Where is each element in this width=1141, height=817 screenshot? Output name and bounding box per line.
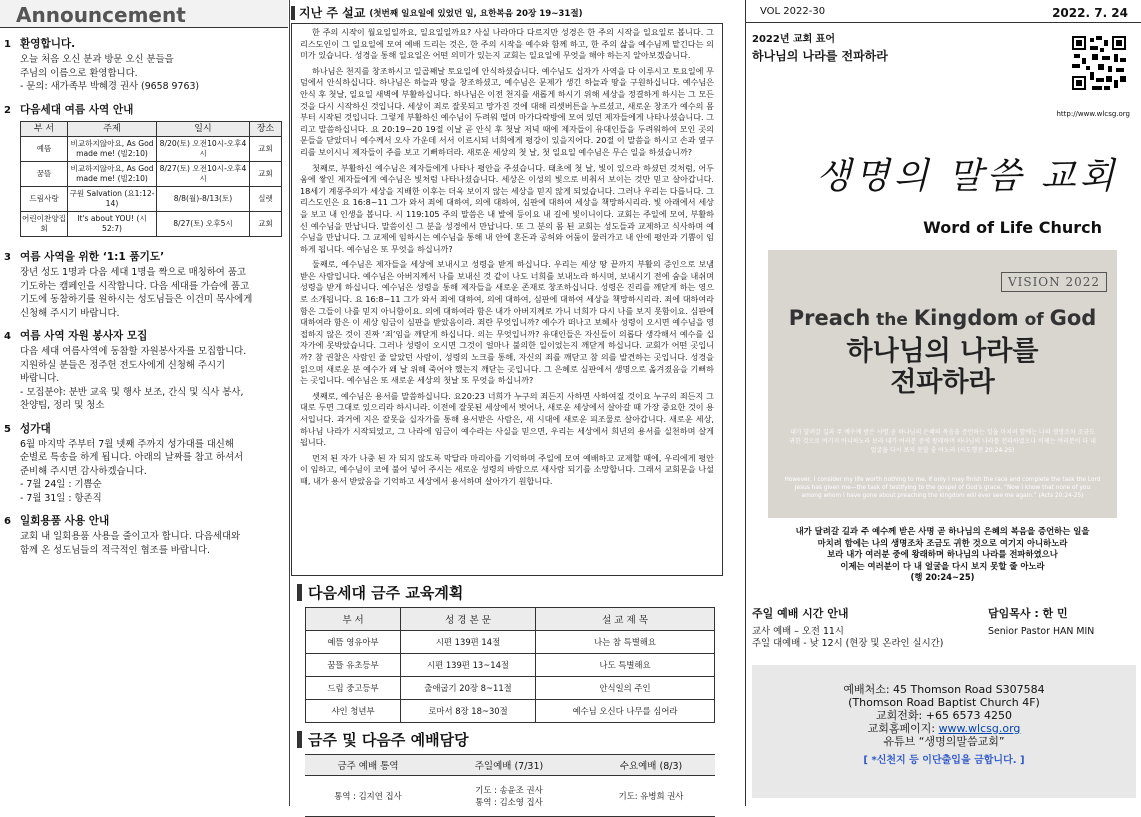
announcement-title: Announcement — [0, 0, 288, 28]
sermon-body — [291, 23, 723, 576]
announcement-column — [0, 0, 288, 806]
column-header: 일시 — [157, 122, 250, 137]
table-row — [306, 677, 715, 700]
column-divider — [289, 0, 290, 806]
info-line: (Thomson Road Baptist Church 4F) — [848, 696, 1040, 709]
info-line: 교회전화: +65 6573 4250 — [876, 709, 1012, 722]
section-marker — [291, 6, 295, 20]
vision-korean-line: 하나님의 나라를 — [846, 336, 1039, 367]
sermon-title: 지난 주 설교 — [299, 6, 366, 20]
item-line: - 7월 31일 : 항존직 — [20, 492, 102, 504]
table-cell: 시편 139편 13~14절 — [401, 654, 536, 677]
church-info-box — [752, 665, 1136, 798]
announcement-item — [0, 423, 288, 505]
sermon-column — [291, 0, 723, 806]
duty-table — [305, 754, 715, 817]
item-line: 주님의 이름으로 환영합니다. — [20, 67, 138, 79]
column-header: 금주 예배 통역 — [305, 755, 431, 776]
table-cell — [431, 776, 587, 817]
column-header: 수요예배 (8/3) — [587, 755, 715, 776]
announcement-item — [0, 104, 288, 237]
table-cell: 비교하지않아요, As God made me! (빌2:10) — [68, 162, 157, 187]
vision-korean-verse: 내가 달려갈 길과 주 예수께 받은 사명 곧 하나님의 은혜의 복음을 증언하는 일을 마치려 함에는 나의 생명조차 조금도 귀한 것으로 여기지 아니하노라 보라 내가 여러분 중에 왕래하며 하나님의 나라를 전파하였으나 이제는 여러분이 다 내 얼굴을 다시 보지 못할 줄 아노라 (사도행전 20:24-25) — [789, 429, 1096, 454]
column-header: 주제 — [68, 122, 157, 137]
table-cell: 8/27(토) 오후5시 — [157, 212, 250, 237]
item-line: 바랍니다. — [20, 373, 60, 385]
qr-code-icon[interactable] — [1070, 34, 1128, 92]
announcement-item — [0, 251, 288, 320]
summer-ministry-table — [20, 121, 282, 237]
preach-word: of — [1018, 310, 1050, 330]
verse-line: 이제는 여러분이 다 내 얼굴을 다시 보지 못할 줄 아노라 — [840, 560, 1045, 571]
column-header: 부 서 — [21, 122, 68, 137]
table-cell: 교회 — [250, 137, 282, 162]
vision-banner — [768, 250, 1117, 518]
item-number: 6 — [4, 515, 11, 527]
item-line: 기도에 동참하기를 원하시는 성도님들은 이건미 목사에게 — [20, 294, 253, 306]
table-row — [306, 700, 715, 723]
item-line: 장년 성도 1명과 다음 세대 1명을 짝으로 매칭하여 품고 — [20, 267, 246, 279]
vision-english-verse: However, I consider my life worth nothing to me, if only I may finish the race and complete the task the Lord Jesus has given me—the task of testifying to the gospel of God's grace. “Now I know that none of you among whom I have gone about preaching the kingdom will ever see me again.” (Acts 20:24-25) — [784, 477, 1101, 499]
table-cell: 예뜸 영유아부 — [306, 631, 401, 654]
homepage-link[interactable]: www.wlcsg.org — [938, 722, 1021, 735]
item-line: 기도하는 캠페인을 시작합니다. 다음 세대를 가슴에 품고 — [20, 280, 250, 292]
pastor-info — [988, 608, 1094, 638]
homepage-label: 교회홈페이지: — [867, 722, 939, 735]
qr-url: http://www.wlcsg.org — [1056, 110, 1130, 118]
table-row — [305, 776, 715, 817]
item-number: 3 — [4, 252, 11, 264]
homepage-line — [752, 722, 1136, 735]
item-heading: 다음세대 여름 사역 안내 — [20, 103, 134, 116]
info-line: 예배처소: 45 Thomson Road S307584 — [843, 683, 1045, 696]
youtube-line: 유튜브 “생명의말씀교회” — [883, 735, 1005, 748]
table-cell: 8/20(토) 오전10시-오후4시 — [157, 137, 250, 162]
verse-line: 보라 내가 여러분 중에 왕래하며 하나님의 나라를 전파하였으나 — [827, 549, 1058, 559]
item-number: 5 — [4, 423, 11, 435]
item-number: 4 — [4, 331, 11, 343]
table-cell: 어린이찬양집회 — [21, 212, 68, 237]
table-cell: 비교하지않아요, As God made me! (빌2:10) — [68, 137, 157, 162]
table-cell: 기도: 유병희 권사 — [587, 776, 715, 817]
item-heading: 여름 사역을 위한 ‘1:1 품기도’ — [20, 251, 165, 264]
table-cell: 8/27(토) 오전10시-오후4시 — [157, 162, 250, 187]
item-line: 신청해 주시기 바랍니다. — [20, 307, 120, 319]
item-line: 찬양팀, 정리 및 청소 — [20, 400, 105, 412]
bulletin-date: 2022. 7. 24 — [1052, 6, 1128, 20]
vision-english-title — [768, 306, 1117, 330]
item-line: 6월 마지막 주부터 7월 넷째 주까지 성가대를 대신해 — [20, 438, 234, 450]
vision-korean-line: 전파하라 — [890, 367, 995, 398]
column-header: 장소 — [250, 122, 282, 137]
item-line: - 문의: 새가족부 박혜경 권사 (9658 9763) — [20, 81, 200, 93]
table-row — [306, 654, 715, 677]
table-cell: 8/8(월)-8/13(토) — [157, 187, 250, 212]
preach-word: Kingdom — [913, 306, 1019, 330]
table-cell: 출애굽기 20장 8~11절 — [401, 677, 536, 700]
sermon-subtitle: (첫번째 일요일에 있었던 일, 요한복음 20장 19~31절) — [369, 8, 583, 19]
warning-notice: [ *신천지 등 이단출입을 금합니다. ] — [863, 755, 1025, 766]
cell-line: 기도 : 송윤조 권사 — [475, 785, 543, 795]
cell-line: 통역 : 김소영 집사 — [475, 797, 543, 807]
table-row — [306, 631, 715, 654]
volume-number: VOL 2022-30 — [760, 6, 826, 17]
education-title: 다음세대 금주 교육계획 — [308, 584, 464, 602]
section-marker — [297, 731, 302, 748]
verse-line: 내가 달려갈 길과 주 예수께 받은 사명 곧 하나님의 은혜의 복음을 증언하는 일을 — [795, 526, 1090, 536]
column-header: 부 서 — [306, 608, 401, 631]
worship-title: 주일 예배 시간 안내 — [752, 607, 849, 620]
table-cell: 나는 참 특별해요 — [536, 631, 715, 654]
table-cell: 교회 — [250, 212, 282, 237]
item-heading: 성가대 — [20, 422, 51, 435]
column-header: 성 경 본 문 — [401, 608, 536, 631]
announcement-item — [0, 330, 288, 412]
pastor-english: Senior Pastor HAN MIN — [988, 626, 1095, 637]
table-row — [21, 162, 282, 187]
table-cell: 드림사랑 — [21, 187, 68, 212]
item-line: 다음 세대 여름사역에 동참할 자원봉사자를 모집합니다. — [20, 346, 247, 358]
announcement-item — [0, 515, 288, 557]
table-cell: 로마서 8장 18~30절 — [401, 700, 536, 723]
item-heading: 환영합니다. — [20, 38, 76, 50]
sermon-paragraph: 첫째로, 부활하신 예수님은 제자들에게 나타나 평안을 주셨습니다. 태초에 첫 날, 빛이 있으라 하셨던 것처럼, 어두움에 쌓인 제자들에게 예수님은 빛처럼 나타나셨습니다. 세상은 이성의 빛으로 비춰서 보이는 것만 믿고 살아갑니다. 18세기 계몽주의가 세상을 지배한 이후는 더욱 보이지 않는 세상을 믿지 않게 되었습니다. 그러나 우리는 다릅니다. 그리스도인은 요 16:8~11 그가 와서 죄에 대하여, 의에 대하여, 심판에 대하여 세상을 책망하시리라. 빛 아래에서 세상을 보고 내 인생을 봅니다. 시 119:105 주의 말씀은 내 발에 등이요 내 길에 빛이니이다. 교회는 주일에 모여, 부활하신 예수님을 만납니다. 말씀이신 그 분을 성경에서 만납니다. 또 그 분의 몸 된 교회는 성도들과 교제하고 식사하며 예수님을 만납니다. 그 교제에 임하시는 예수님을 통해 내 안에 혼돈과 공허와 어둠이 물러가고 내 안에 평안과 기쁨이 임하게 됩니다. 예수님은 또 무엇을 하십니까? — [300, 162, 714, 254]
preach-word: God — [1049, 306, 1097, 330]
column-header: 설 교 제 목 — [536, 608, 715, 631]
duty-title: 금주 및 다음주 예배담당 — [308, 731, 469, 749]
preach-word: Preach — [788, 306, 871, 330]
announcement-item — [0, 38, 288, 94]
bible-verse — [768, 526, 1117, 584]
table-cell: 꿈뜰 유초등부 — [306, 654, 401, 677]
table-cell: 나도 특별해요 — [536, 654, 715, 677]
item-line: 준비해 주시면 감사하겠습니다. — [20, 465, 147, 477]
sermon-paragraph: 먼저 된 자가 나중 된 자 되지 않도록 막달라 마리아를 기억하며 주일에 모여 예배하고 교제할 때에, 우리에게 평안이 임하고, 예수님이 코에 불어 넣어 주시는 새로운 성령의 바람으로 새사람 되기를 소망합니다. 그래서 교회문을 나설 때, 내가 용서 받았음을 기억하고 세상에서 용서하며 살아가기 원합니다. — [300, 452, 714, 486]
item-heading: 여름 사역 자원 봉사자 모집 — [20, 330, 148, 343]
church-name-english: Word of Life Church — [923, 218, 1102, 237]
sermon-paragraph: 둘째로, 예수님은 제자들을 세상에 보내시고 성령을 받게 하십니다. 우리는 세상 땅 끝까지 부활의 증인으로 보냄 받은 사람입니다. 예수님은 아버지께서 나를 보내신 것 같이 나도 너희를 보내노라 하시며, 보내시기 전에 숨을 내쉬며 성령을 받게 하십니다. 예수님은 성령을 통해 제자들을 새로운 존재로 창조하십니다. 성령은 진리를 깨닫게 하는 영으로 소개됩니다. 요 16:8~11 그가 와서 죄에 대하여, 의에 대하여, 심판에 대하여 세상을 책망하시리라. 죄에 대하여라 함은 그들이 나를 믿지 아니함이요. 의에 대하여라 함은 내가 아버지께로 가니 너희가 다시 나를 보지 못함이요. 심판에 대하여라 함은 이 세상 임금이 심판을 받았음이라. 죄란 무엇입니까? 예수가 떠나고 보혜사 성령이 오시면 예수님을 영접하지 않은 것이 진짜 ‘죄’임을 깨닫게 하십니다. 의는 무엇입니까? 유대인들은 자신들이 의롭다 생각해서 예수를 십자가에 못박았습니다. 그러나 성령이 오시면 그것이 얼마나 불의한 일이었는지 깨닫게 하십니다. 교회가 어떤 곳입니까? 참 권찰은 사람인 줄 알았던 사람이, 성령의 노크를 통해, 자신의 죄를 깨닫고 참 의를 발견하는 곳입니다. 성경을 읽으며 새로운 분 예수가 왜 날 위해 죽어야 했는지 깨닫는 곳입니다. 그 은혜로 심판에서 생명으로 옮겨졌음을 기뻐하는 곳입니다. 예수님은 또 새로운 세상의 첫날 또 무엇을 하십니까? — [300, 259, 714, 386]
sermon-paragraph: 셋째로, 예수님은 용서를 말씀하십니다. 요20:23 너희가 누구의 죄든지 사하면 사하여질 것이요 누구의 죄든지 그대로 두면 그대로 있으리라 하시니라. 이전에 잘못된 세상에서 벗어나, 새로운 세상에서 살아갈 때 가장 중요한 것이 용서입니다. 과거에 지은 잘못을 십자가를 통해 용서받은 사람은, 새 시대에 새로운 피조물로 살아갑니다. 새로운 세상, 하나님 나라가 시작되었고, 그 나라에 임금이 예수라는 사실을 믿으면, 우리는 세상에서 희년의 용서를 실천하며 살게 됩니다. — [300, 390, 714, 448]
table-cell: 드림 중고등부 — [306, 677, 401, 700]
table-row — [21, 212, 282, 237]
church-name-korean: 생명의 말씀 교회 — [816, 156, 1119, 197]
table-cell: 예수님 오신다 나무를 심어라 — [536, 700, 715, 723]
item-line: 순별로 특송을 하게 됩니다. 아래의 날짜를 참고 하셔서 — [20, 452, 244, 464]
table-row — [21, 137, 282, 162]
table-cell: 실렛 — [250, 187, 282, 212]
pastor-title: 담임목사 : 한 민 — [988, 607, 1068, 620]
item-line: 함께 온 성도님들의 적극적인 협조를 바랍니다. — [20, 544, 210, 556]
section-marker — [297, 584, 302, 601]
sermon-header — [291, 0, 723, 23]
preach-word: the — [870, 310, 914, 330]
duty-header — [297, 729, 723, 750]
table-cell: 샤인 청년부 — [306, 700, 401, 723]
vision-korean-title — [768, 336, 1117, 398]
column-header: 주일예배 (7/31) — [431, 755, 587, 776]
table-cell: 구원 Salvation (요1:12-14) — [68, 187, 157, 212]
table-cell: 예뜸 — [21, 137, 68, 162]
education-table — [305, 607, 715, 723]
verse-line: (행 20:24~25) — [910, 572, 975, 582]
sermon-paragraph: 하나님은 천지를 창조하시고 일곱째날 토요일에 안식하셨습니다. 예수님도 십자가 사역을 다 이루시고 토요일에 무덤에서 안식하십니다. 하나님은 하늘과 땅을 창조하셨고, 예수님은 문제가 생긴 하늘과 땅을 구원하십니다. 예수님은 안식 후 첫날, 일요일 새벽에 부활하십니다. 하나님은 이전 천지를 새롭게 하시기 위해 세상을 정결하게 하시는 그 모든 것을 다시 시작하신 것입니다. 세상이 죄로 잘못되고 망가진 것에 대해 리셋버튼을 누르셨고, 새로운 창조가 예수의 몸부터 시작된 것입니다. 그렇게 부활하신 예수님이 두려워 떨며 마가다락방에 모여 있던 제자들에게 나타나셨습니다. 그리고 말씀하십니다. 요 20:19~20 19절 이날 곧 안식 후 첫날 저녁 때에 제자들이 유대인들을 두려워하여 모인 곳의 문들을 닫았더니 예수께서 오사 가운데 서서 이르시되 너희에게 평강이 있을지어다. 20절 이 말씀을 하시고 손과 옆구리를 보이시니 제자들이 주를 보고 기뻐하더라. 새로운 세상의 첫 날, 첫 일요일 예수님은 무슨 일을 하셨습니까? — [300, 65, 714, 157]
item-line: - 모집분야: 분반 교육 및 행사 보조, 간식 및 식사 봉사, — [20, 386, 244, 398]
table-cell: It's about YOU! (시52:7) — [68, 212, 157, 237]
table-row — [21, 187, 282, 212]
worship-line: 교사 예배 – 오전 11시 — [752, 626, 844, 637]
sermon-paragraph: 한 주의 시작이 월요일일까요, 일요일일까요? 사실 나라마다 다르지만 성경은 한 주의 시작을 일요일로 봅니다. 그리스도인이 그 일요일에 모여 예배 드리는 것은, 한 주의 시작을 예수와 함께 하고, 한 주의 삶을 예수님께 맡긴다는 의미가 있습니다. 성경을 통해 일요일은 어떤 의미가 있는지 교회는 일요일에 무엇을 해야 하는지 알아보겠습니다. — [300, 27, 714, 61]
worship-line: 주일 대예배 - 낮 12시 (현장 및 온라인 실시간) — [752, 638, 944, 649]
item-heading: 일회용품 사용 안내 — [20, 514, 110, 527]
table-cell: 시편 139편 14절 — [401, 631, 536, 654]
item-number: 1 — [4, 39, 11, 50]
education-header — [297, 582, 723, 603]
motto-year: 2022년 교회 표어 — [752, 34, 836, 45]
table-cell: 통역 : 김지연 집사 — [305, 776, 431, 817]
item-number: 2 — [4, 104, 11, 116]
worship-times — [752, 608, 943, 650]
item-line: 오늘 처음 오신 분과 방문 오신 분들을 — [20, 54, 174, 66]
motto-text: 하나님의 나라를 전파하라 — [752, 49, 888, 63]
item-line: 지원하실 분들은 정주헌 전도사에게 신청해 주시기 — [20, 359, 226, 371]
volume-row — [746, 0, 1141, 23]
table-cell: 꿈뜰 — [21, 162, 68, 187]
verse-line: 마치려 함에는 나의 생명조차 조금도 귀한 것으로 여기지 아니하노라 — [817, 537, 1068, 548]
table-cell: 안식일의 주인 — [536, 677, 715, 700]
item-line: 교회 내 일회용품 사용을 줄이고자 합니다. 다음세대와 — [20, 531, 241, 543]
table-cell: 교회 — [250, 162, 282, 187]
item-line: - 7월 24일 : 기쁨순 — [20, 479, 102, 491]
vision-tag: VISION 2022 — [1001, 272, 1107, 292]
cover-column — [745, 0, 1141, 806]
